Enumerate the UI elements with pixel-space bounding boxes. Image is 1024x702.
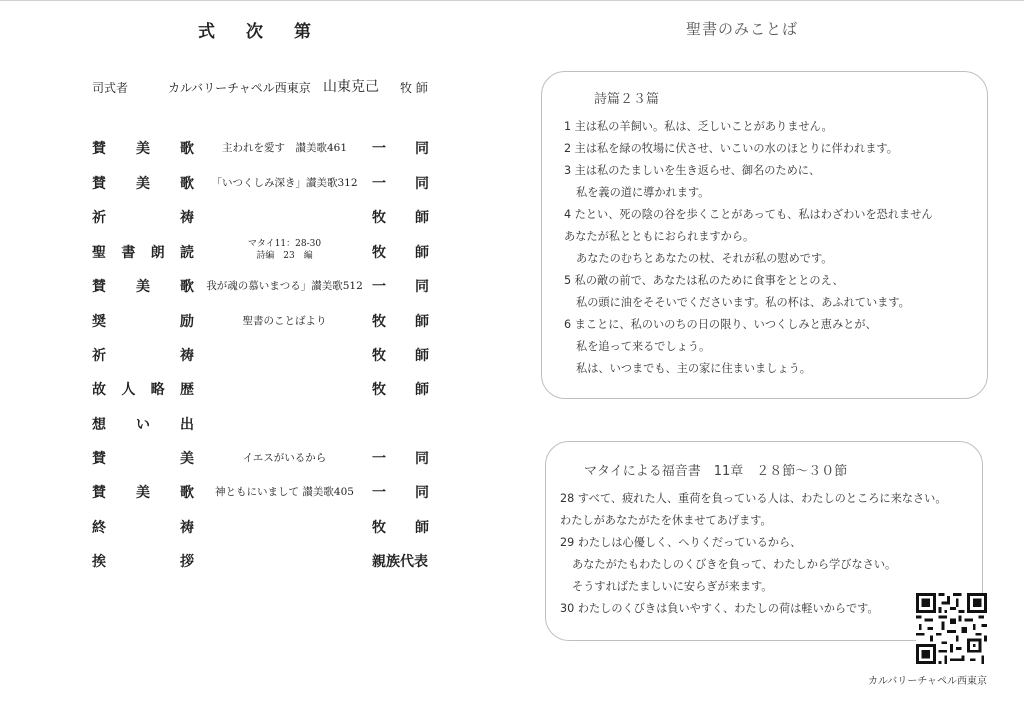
psalm-verse-line: 私を義の道に導かれます。: [576, 186, 710, 199]
service-row: [92, 345, 437, 367]
service-detail-line: 詩編 23 編: [256, 251, 313, 261]
service-responsible-char: 同: [415, 141, 429, 157]
service-item-char: 祈: [92, 348, 106, 364]
service-item-char: 書: [121, 245, 136, 261]
service-item: [92, 276, 194, 296]
title-char: 第: [294, 22, 311, 42]
service-responsible: [372, 242, 429, 262]
service-item-char: 祷: [180, 520, 194, 536]
officiant-label: 司式者: [92, 81, 129, 95]
service-item-char: 聖: [92, 245, 106, 261]
psalm-verse-line: 私は、いつまでも、主の家に住まいましょう。: [576, 362, 811, 375]
qr-code-icon: [916, 593, 987, 664]
service-responsible-char: 牧: [372, 210, 386, 226]
service-item-char: 終: [92, 520, 106, 536]
service-detail: [202, 484, 367, 499]
service-item: [92, 551, 194, 571]
service-detail: [202, 238, 367, 262]
service-responsible: [372, 345, 429, 365]
service-item-char: 歌: [180, 279, 194, 295]
service-item-char: 故: [92, 382, 106, 398]
service-item-char: 想: [92, 417, 106, 433]
matthew-verse-line: あなたがたもわたしのくびきを負って、わたしから学びなさい。: [572, 558, 897, 571]
service-item-char: 歌: [180, 485, 194, 501]
title-char: 式: [198, 22, 215, 42]
service-responsible-char: 師: [415, 210, 429, 226]
service-responsible-char: 師: [415, 520, 429, 536]
footer-church: カルバリーチャペル西東京: [868, 676, 987, 687]
service-item: [92, 414, 194, 434]
service-item-char: 歴: [179, 382, 194, 398]
service-responsible: [372, 207, 429, 227]
psalm-title: 詩篇２３篇: [594, 92, 660, 107]
service-detail: [202, 450, 367, 465]
service-responsible-char: 師: [415, 245, 429, 261]
service-item-char: 賛: [92, 176, 106, 192]
service-responsible-char: 一: [372, 485, 386, 501]
psalm-verse-line: 5 私の敵の前で、あなたは私のために食事をととのえ、: [564, 274, 844, 287]
service-detail: [202, 278, 367, 293]
psalm-verse-line: 私を追って来るでしょう。: [576, 340, 711, 353]
matthew-verse-line: 30 わたしのくびきは負いやすく、わたしの荷は軽いからです。: [560, 602, 879, 615]
service-detail: [202, 313, 367, 328]
service-item-char: 賛: [92, 141, 106, 157]
service-detail-line: マタイ11：28-30: [247, 239, 322, 249]
service-responsible: [372, 517, 429, 537]
service-responsible-char: 師: [415, 314, 429, 330]
psalm-verse-line: あなたが私とともにおられますから。: [564, 230, 755, 243]
service-responsible: [372, 138, 429, 158]
service-row: [92, 448, 437, 470]
service-responsible-char: 一: [372, 451, 386, 467]
matthew-verse-line: 29 わたしは心優しく、へりくだっているから、: [560, 536, 802, 549]
officiant-name: 山東克己: [323, 79, 379, 95]
service-row: [92, 173, 437, 195]
service-responsible: [372, 311, 429, 331]
service-item: [92, 173, 194, 193]
psalm-verse-line: あなたのむちとあなたの杖、それが私の慰めです。: [576, 252, 833, 265]
service-item-char: 美: [136, 176, 150, 192]
service-responsible-char: 一: [372, 141, 386, 157]
service-item-char: 歌: [180, 141, 194, 157]
psalm-verse-line: 2 主は私を緑の牧場に伏させ、いこいの水のほとりに伴われます。: [564, 142, 898, 155]
service-responsible: [372, 482, 429, 502]
service-row: [92, 379, 437, 401]
service-row: [92, 517, 437, 539]
psalm-verse-line: 4 たとい、死の陰の谷を歩くことがあっても、私はわざわいを恐れません: [564, 208, 933, 221]
service-item-char: 美: [136, 279, 150, 295]
service-item-char: 祷: [180, 210, 194, 226]
service-item: [92, 311, 194, 331]
service-item-char: 祈: [92, 210, 106, 226]
service-responsible-char: 師: [415, 382, 429, 398]
psalm-verse-line: 私の頭に油をそそいでくださいます。私の杯は、あふれています。: [576, 296, 910, 309]
service-item-char: 美: [136, 141, 150, 157]
service-responsible-char: 牧: [372, 245, 386, 261]
service-item-char: 略: [150, 382, 165, 398]
service-responsible: [372, 173, 429, 193]
service-detail-line: 聖書のことばより: [242, 315, 327, 327]
service-item-char: 挨: [92, 554, 106, 570]
service-item-char: 拶: [180, 554, 194, 570]
service-row: [92, 482, 437, 504]
service-row: [92, 311, 437, 333]
service-item-char: 歌: [180, 176, 194, 192]
service-item: [92, 138, 194, 158]
service-detail-line: 主われを愛す 讃美歌461: [221, 142, 348, 154]
service-responsible-char: 同: [415, 176, 429, 192]
service-row: [92, 551, 437, 573]
service-item: [92, 345, 194, 365]
service-item: [92, 207, 194, 227]
service-detail-line: イエスがいるから: [242, 452, 327, 464]
service-responsible-char: 牧: [372, 314, 386, 330]
service-responsible-char: 一: [372, 279, 386, 295]
service-item: [92, 482, 194, 502]
order-title: [198, 17, 342, 42]
psalm-verse-line: 1 主は私の羊飼い。私は、乏しいことがありません。: [564, 120, 833, 133]
service-detail-line: 「いつくしみ深き」讃美歌312: [211, 177, 358, 189]
service-item-char: 賛: [92, 485, 106, 501]
officiant-role: 牧 師: [400, 81, 428, 95]
matthew-verse-line: そうすればたましいに安らぎが来ます。: [572, 580, 773, 593]
service-responsible-char: 牧: [372, 382, 386, 398]
service-item: [92, 379, 194, 399]
psalm-verse-line: 6 まことに、私のいのちの日の限り、いつくしみと恵みとが、: [564, 318, 877, 331]
service-responsible-char: 牧: [372, 520, 386, 536]
service-item-char: 朗: [150, 245, 165, 261]
service-item: [92, 242, 194, 262]
service-row: [92, 239, 437, 264]
service-detail-line: 我が魂の慕いまつる」讃美歌512: [206, 280, 363, 292]
service-item-char: 人: [121, 382, 136, 398]
service-item-char: い: [136, 417, 150, 433]
service-item-char: 奨: [92, 314, 106, 330]
service-responsible-char: 師: [415, 348, 429, 364]
service-responsible-char: 一: [372, 176, 386, 192]
service-responsible: [372, 276, 429, 296]
scripture-heading: 聖書のみことば: [686, 20, 799, 38]
service-responsible-char: 牧: [372, 348, 386, 364]
service-item-char: 励: [180, 314, 194, 330]
service-responsible-char: 同: [415, 451, 429, 467]
service-responsible-char: 親族代表: [372, 554, 428, 570]
service-detail: [202, 140, 367, 155]
service-item-char: 美: [136, 485, 150, 501]
service-detail-line: 神ともにいまして 讃美歌405: [215, 486, 354, 498]
psalm-verse-line: 3 主は私のたましいを生き返らせ、御名のために、: [564, 164, 821, 177]
service-row: [92, 207, 437, 229]
service-item-char: 賛: [92, 279, 106, 295]
service-item: [92, 517, 194, 537]
matthew-verse-line: 28 すべて、疲れた人、重荷を負っている人は、わたしのところに来なさい。: [560, 492, 947, 505]
officiant-church: カルバリーチャペル西東京: [168, 81, 311, 95]
service-item-char: 祷: [180, 348, 194, 364]
service-responsible: [372, 448, 429, 468]
service-item-char: 読: [179, 245, 194, 261]
service-row: [92, 138, 437, 160]
service-item-char: 賛: [92, 451, 106, 467]
service-row: [92, 414, 437, 436]
psalm-box: [541, 71, 988, 399]
matthew-verse-line: わたしがあなたがたを休ませてあげます。: [560, 514, 772, 527]
service-item-char: 美: [180, 451, 194, 467]
service-item: [92, 448, 194, 468]
service-responsible-char: 同: [415, 279, 429, 295]
service-item-char: 出: [180, 417, 194, 433]
service-row: [92, 276, 437, 298]
service-detail: [202, 175, 367, 190]
service-responsible: [372, 551, 442, 571]
title-char: 次: [246, 22, 263, 42]
service-responsible: [372, 379, 429, 399]
service-responsible-char: 同: [415, 485, 429, 501]
matthew-title: マタイによる福音書 11章 ２８節～３０節: [584, 464, 848, 479]
